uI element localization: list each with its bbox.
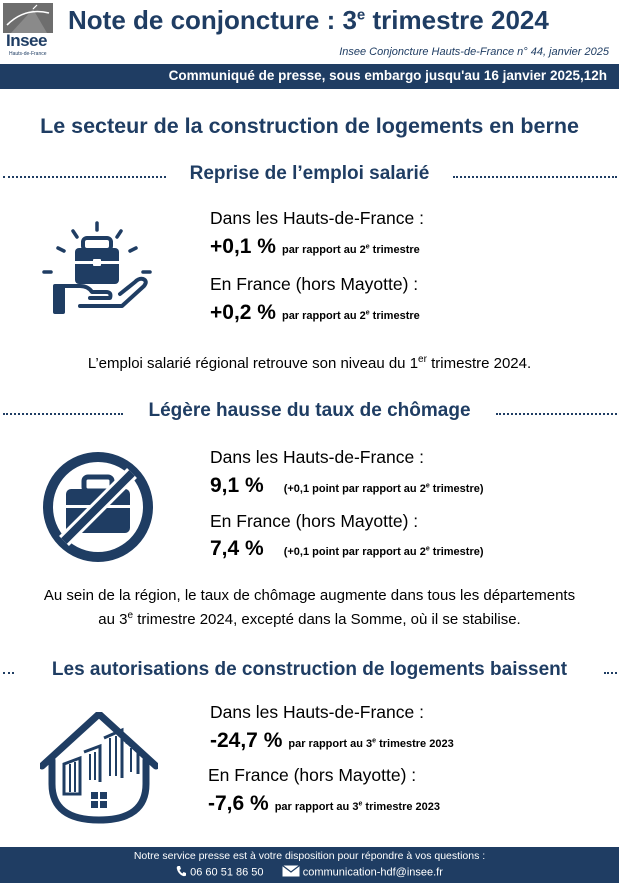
france-construction-value: -7,6 % par rapport au 3e trimestre 2023 [208,792,441,815]
france-label: En France (hors Mayotte) : [208,765,417,785]
region-label: Dans les Hauts-de-France : [210,208,424,228]
publication-reference: Insee Conjoncture Hauts-de-France n° 44, janvier 2025 [339,46,609,58]
phone-icon [176,865,187,880]
page-title: Note de conjoncture : 3e trimestre 2024 [68,5,549,35]
employment-summary: L’emploi salarié régional retrouve son niveau du 1er trimestre 2024. [87,354,532,372]
france-unemployment-value: 7,4 % (+0,1 point par rapport au 2e trimestre) [210,537,484,560]
section-heading-construction [0,659,619,685]
section-title: Légère hausse du taux de chômage [148,400,471,421]
logo-word: Insee [6,31,47,50]
section-heading-employment [0,163,619,189]
house-buildings-icon [40,712,158,829]
section-heading-unemployment [0,400,619,426]
embargo-text: Communiqué de presse, sous embargo jusqu'au 16 janvier 2025,12h [168,68,607,83]
insee-logo [3,3,55,59]
no-briefcase-icon [42,451,154,568]
region-label: Dans les Hauts-de-France : [210,702,424,722]
press-contact-footer [0,847,619,883]
headline: Le secteur de la construction de logements en berne [40,114,579,138]
contact-line [0,865,619,880]
section-title: Les autorisations de construction de logements baissent [51,659,568,680]
region-label: Dans les Hauts-de-France : [210,447,424,467]
region-construction-value: -24,7 % par rapport au 3e trimestre 2023 [210,729,454,752]
email-link[interactable]: communication-hdf@insee.fr [302,866,443,879]
section-title: Reprise de l’emploi salarié [189,163,430,184]
mail-icon [282,865,300,880]
phone-number[interactable]: 06 60 51 86 50 [190,866,264,879]
region-employment-value: +0,1 % par rapport au 2e trimestre [210,235,420,258]
france-label: En France (hors Mayotte) : [210,274,419,294]
region-unemployment-value: 9,1 % (+0,1 point par rapport au 2e trimestre) [210,474,484,497]
embargo-banner [0,64,619,89]
logo-mark [3,3,53,33]
france-label: En France (hors Mayotte) : [210,511,419,531]
unemployment-summary: Au sein de la région, le taux de chômage augmente dans tous les départements au 3e trimestre 2024, excepté dans la Somme, où il se stabilise. [43,587,576,628]
press-service-note: Notre service presse est à votre disposition pour répondre à vos questions : [133,850,486,862]
hand-briefcase-icon [40,220,155,325]
logo-subtitle: Hauts-de-France [9,51,47,57]
france-employment-value: +0,2 % par rapport au 2e trimestre [210,301,420,324]
